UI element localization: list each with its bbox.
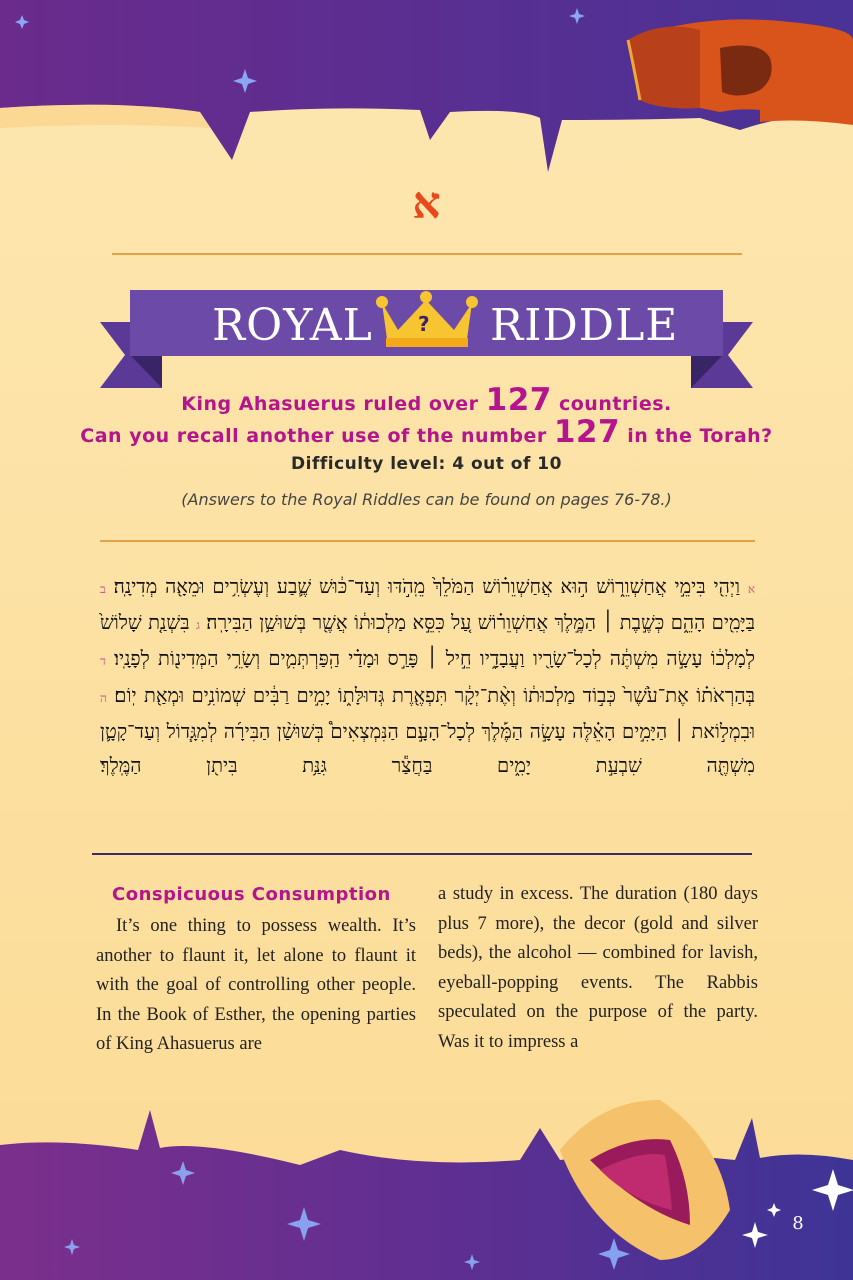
verse-number: ד xyxy=(100,654,106,669)
banner-word-left: ROYAL xyxy=(212,300,373,351)
banner-word-right: RIDDLE xyxy=(490,300,679,351)
riddle-intro xyxy=(0,382,853,418)
hebrew-verses xyxy=(100,570,755,783)
article-text-left: It’s one thing to possess wealth. It’s another to flaunt it, let alone to flaunt it with the goal of controlling other people. In the Book of Esther, the opening parties of King Ahasuerus are xyxy=(96,916,416,1055)
verse-text: בִּשְׁנַ֤ת שָׁלוֹשׁ֙ לְמָלְכ֔וֹ עָשָׂ֣ה מִשְׁתֶּ֔ה לְכָל־שָׂרָ֖יו וַעֲבָדָ֑יו חֵ֣יל ׀ פָּרַ֣ס וּמָדַ֗י הַֽפַּרְתְּמִ֛ים וְשָׂרֵ֥י הַמְּדִינ֖וֹת לְפָנָֽיו׃ xyxy=(100,611,755,671)
riddle-number: 127 xyxy=(553,414,621,450)
verse-text: וַיְהִ֖י בִּימֵ֣י אֲחַשְׁוֵר֑וֹשׁ ה֣וּא אֲחַשְׁוֵר֗וֹשׁ הַמֹּלֵךְ֙ מֵֽהֹ֣דּוּ וְעַד־כּ֔וּשׁ שֶׁ֛בַע וְעֶשְׂרִ֥ים וּמֵאָ֖ה מְדִינָֽה׃ xyxy=(113,575,740,598)
riddle-line-1: King Ahasuerus ruled over 127 countries. xyxy=(181,382,672,418)
riddle-number: 127 xyxy=(485,382,552,418)
verse-number: ב xyxy=(100,582,106,596)
verse-number: א xyxy=(747,582,756,596)
difficulty-level: Difficulty level: 4 out of 10 xyxy=(291,454,562,474)
verse-number: ה xyxy=(100,690,107,705)
verse-text: וּבִמְל֣וֹאת ׀ הַיָּמִ֣ים הָאֵ֗לֶּה עָשָׂ֣ה הַמֶּ֡לֶךְ לְכָל־הָעָ֣ם הַנִּמְצְאִים֩ בְּשׁוּשַׁ֨ן הַבִּירָ֜ה לְמִגָּ֧דוֹל וְעַד־קָטָ֛ן מִשְׁתֶּ֖ה שִׁבְעַ֣ת יָמִ֑ים בַּחֲצַ֕ר גִּנַּ֥ת בִּית֖ן הַמֶּֽלֶךְ׃ xyxy=(100,719,755,778)
article-title: Conspicuous Consumption xyxy=(112,884,391,905)
answers-note: (Answers to the Royal Riddles can be found on pages 76-78.) xyxy=(181,490,672,509)
verse-text: בְּהַרְאֹת֗וֹ אֶת־עֹ֙שֶׁר֙ כְּב֣וֹד מַלְכוּת֔וֹ וְאֶ֨ת־יְקָ֔ר תִּפְאֶ֖רֶת גְּדוּלָּת֑וֹ יָמִ֣ים רַבִּ֔ים שְׁמוֹנִ֥ים וּמְאַ֖ת יֽוֹם׃ xyxy=(114,683,756,707)
divider-top xyxy=(112,253,742,255)
riddle-question xyxy=(0,414,853,450)
verse-number: ג xyxy=(195,618,200,633)
article-column-left xyxy=(96,880,416,1060)
riddle-line-2: Can you recall another use of the number 127 in the Torah? xyxy=(80,414,773,450)
page-number: 8 xyxy=(792,1213,804,1234)
chapter-letter: א xyxy=(412,178,441,229)
divider-mid xyxy=(100,540,755,542)
verse-text: בַּיָּמִ֖ים הָהֵ֑ם כְּשֶׁ֣בֶת ׀ הַמֶּ֣לֶךְ אֲחַשְׁוֵר֗וֹשׁ עַ֚ל כִּסֵּ֣א מַלְכוּת֔וֹ אֲשֶׁ֖ר בְּשׁוּשַׁ֥ן הַבִּירָֽה׃ xyxy=(206,611,756,635)
article-text-right: a study in excess. The duration (180 days plus 7 more), the decor (gold and silver beds), the alcohol — combined for lavish, eyeball-popping events. The Rabbis speculated on the purpose of the party. Was it to impress a xyxy=(438,884,758,1052)
crown-question-mark: ? xyxy=(418,312,430,336)
article-column-right xyxy=(438,880,758,1058)
